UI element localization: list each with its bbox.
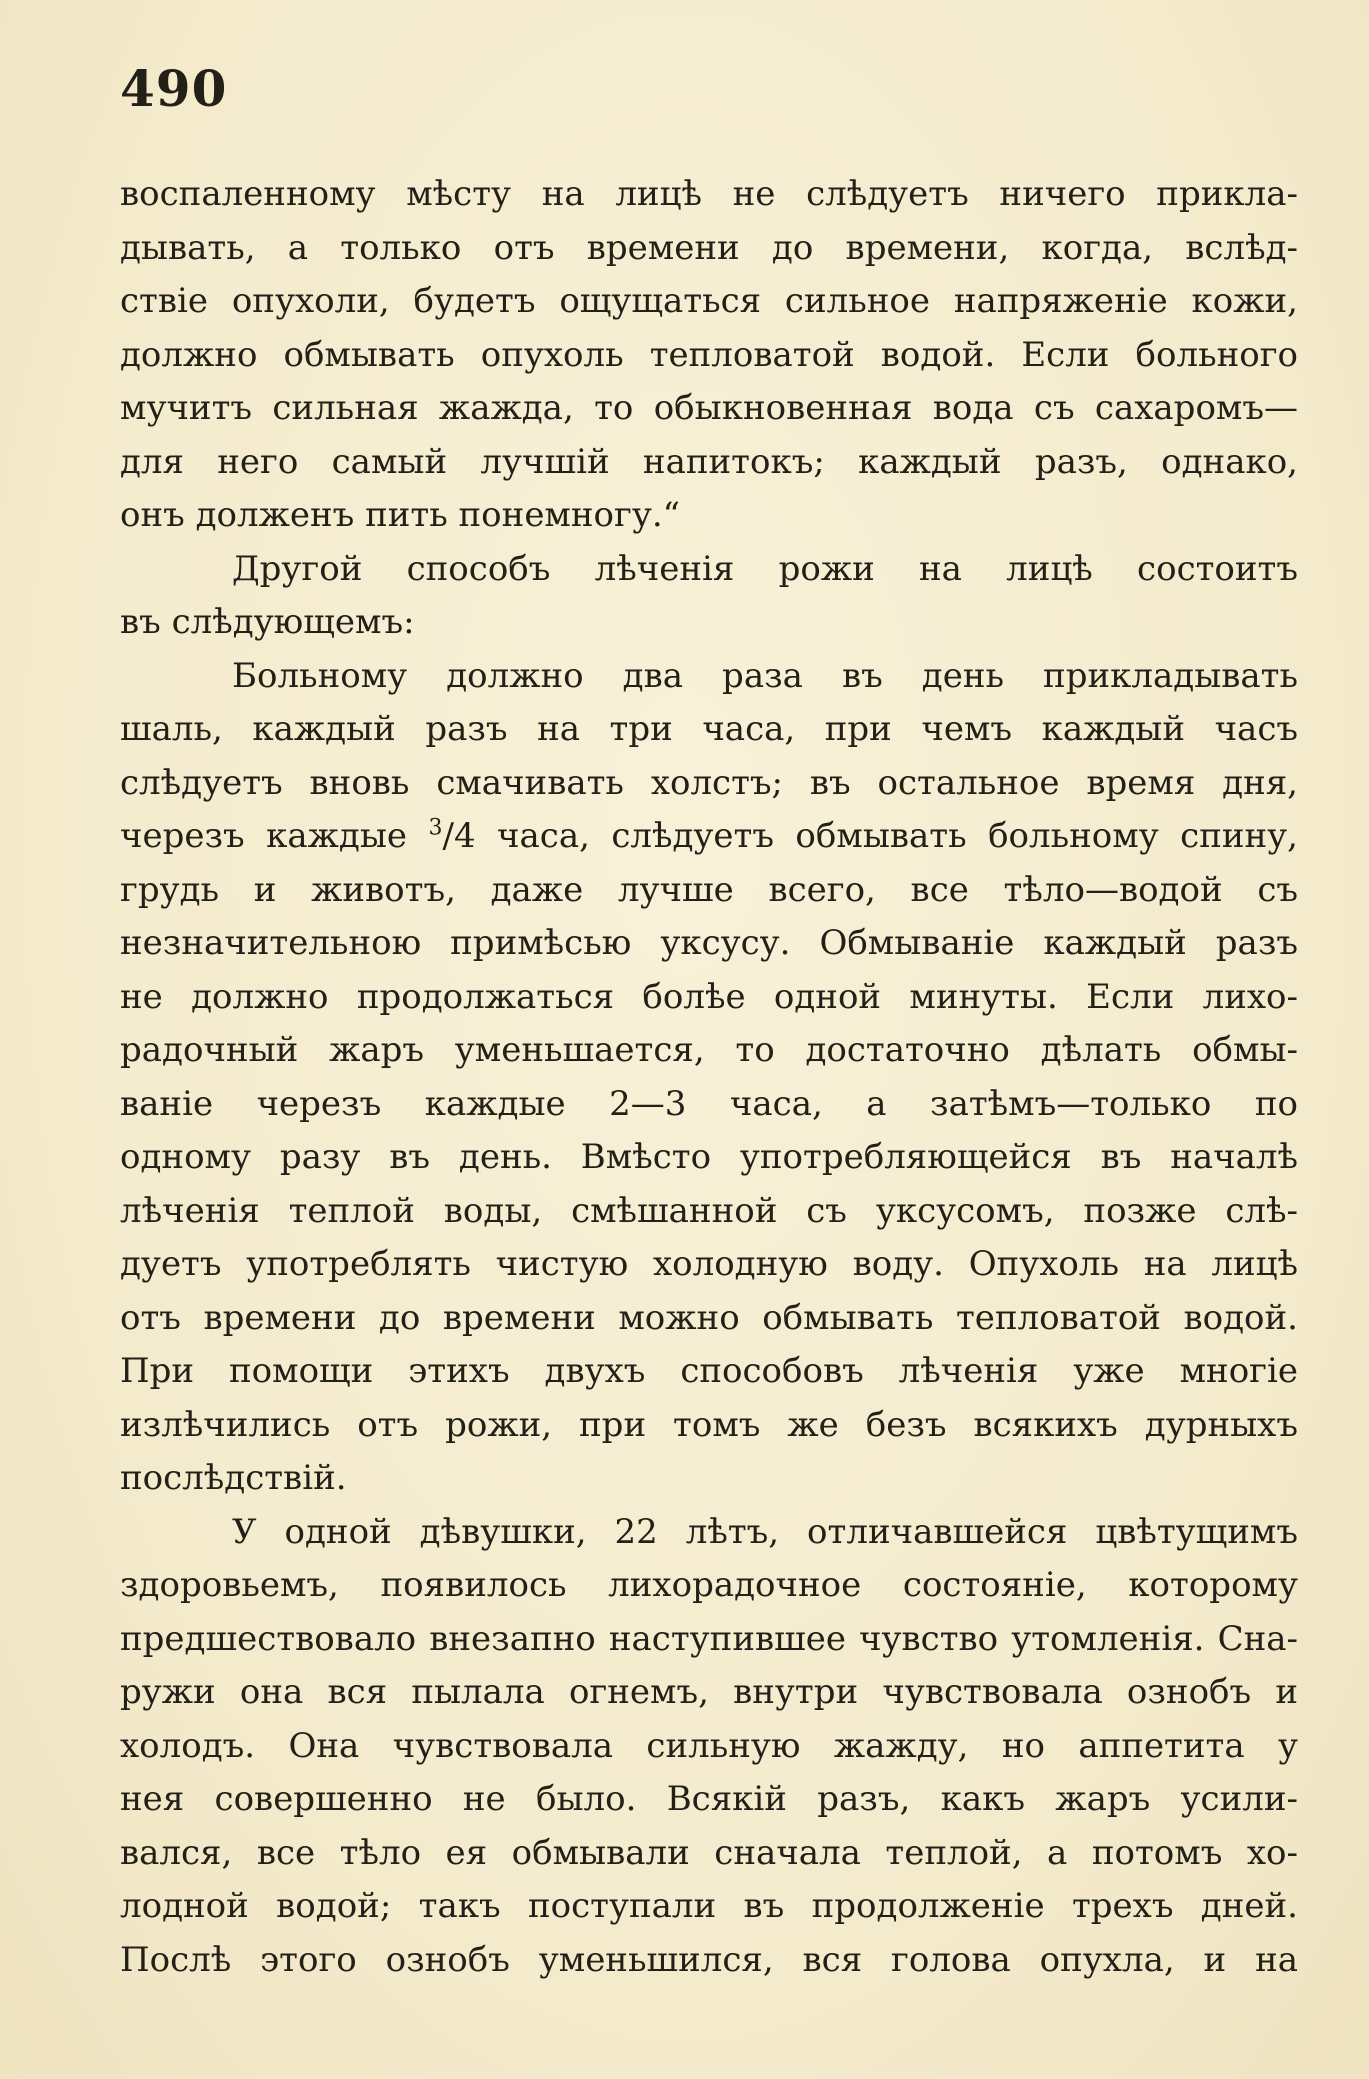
text-line: дуетъ употреблять чистую холодную воду. Опухоль на лицѣ	[120, 1244, 1298, 1284]
text-line: вался, все тѣло ея обмывали сначала теплой, а потомъ хо-	[120, 1832, 1298, 1873]
text-segment: черезъ каждые	[120, 816, 429, 856]
text-line: для него самый лучшій напитокъ; каждый разъ, однако,	[120, 441, 1298, 482]
text-line: онъ долженъ пить понемногу.“	[120, 495, 681, 535]
text-line: холодъ. Она чувствовала сильную жажду, но аппетита у	[120, 1725, 1298, 1766]
page-number: 490	[120, 59, 228, 118]
text-line: Другой способъ лѣченія рожи на лицѣ состоитъ	[232, 548, 1298, 589]
text-segment: /4 часа, слѣдуетъ обмывать больному спину,	[442, 816, 1298, 856]
body-text	[120, 168, 1298, 1987]
text-line: ствіе опухоли, будетъ ощущаться сильное напряженіе кожи,	[120, 281, 1298, 321]
text-line: не должно продолжаться болѣе одной минуты. Если лихо-	[120, 976, 1298, 1017]
text-line: У одной дѣвушки, 22 лѣтъ, отличавшейся цвѣтущимъ	[232, 1511, 1298, 1552]
text-line: слѣдуетъ вновь смачивать холстъ; въ остальное время дня,	[120, 762, 1298, 803]
fraction-numerator: 3	[428, 815, 443, 841]
text-line: ружи она вся пылала огнемъ, внутри чувствовала ознобъ и	[120, 1672, 1298, 1712]
text-line: послѣдствій.	[120, 1458, 347, 1498]
text-line: здоровьемъ, появилось лихорадочное состояніе, которому	[120, 1565, 1298, 1605]
text-line: отъ времени до времени можно обмывать тепловатой водой.	[120, 1297, 1298, 1338]
text-line: нея совершенно не было. Всякій разъ, какъ жаръ усили-	[120, 1779, 1298, 1819]
text-line: воспаленному мѣсту на лицѣ не слѣдуетъ ничего прикла-	[120, 174, 1298, 214]
text-line-fraction	[120, 810, 1298, 864]
text-line: лодной водой; такъ поступали въ продолженіе трехъ дней.	[120, 1886, 1298, 1926]
text-line: Послѣ этого ознобъ уменьшился, вся голова опухла, и на	[120, 1939, 1298, 1980]
text-line: радочный жаръ уменьшается, то достаточно дѣлать обмы-	[120, 1030, 1298, 1070]
text-line: грудь и животъ, даже лучше всего, все тѣло—водой съ	[120, 869, 1298, 910]
text-line: одному разу въ день. Вмѣсто употребляющейся въ началѣ	[120, 1137, 1298, 1177]
text-line: шаль, каждый разъ на три часа, при чемъ каждый часъ	[120, 709, 1298, 749]
text-line: излѣчились отъ рожи, при томъ же безъ всякихъ дурныхъ	[120, 1404, 1298, 1445]
text-line: должно обмывать опухоль тепловатой водой. Если больного	[120, 334, 1298, 375]
text-line: При помощи этихъ двухъ способовъ лѣченія уже многіе	[120, 1351, 1298, 1391]
text-line: дывать, а только отъ времени до времени, когда, вслѣд-	[120, 227, 1298, 268]
text-line: незначительною примѣсью уксусу. Обмываніе каждый разъ	[120, 923, 1298, 963]
text-line: лѣченія теплой воды, смѣшанной съ уксусомъ, позже слѣ-	[120, 1190, 1298, 1231]
text-line: мучитъ сильная жажда, то обыкновенная вода съ сахаромъ—	[120, 388, 1298, 428]
text-line: въ слѣдующемъ:	[120, 602, 415, 642]
text-line: Больному должно два раза въ день прикладывать	[232, 655, 1298, 696]
text-line: предшествовало внезапно наступившее чувство утомленія. Сна-	[120, 1618, 1298, 1659]
text-line: ваніе черезъ каждые 2—3 часа, а затѣмъ—только по	[120, 1083, 1298, 1124]
